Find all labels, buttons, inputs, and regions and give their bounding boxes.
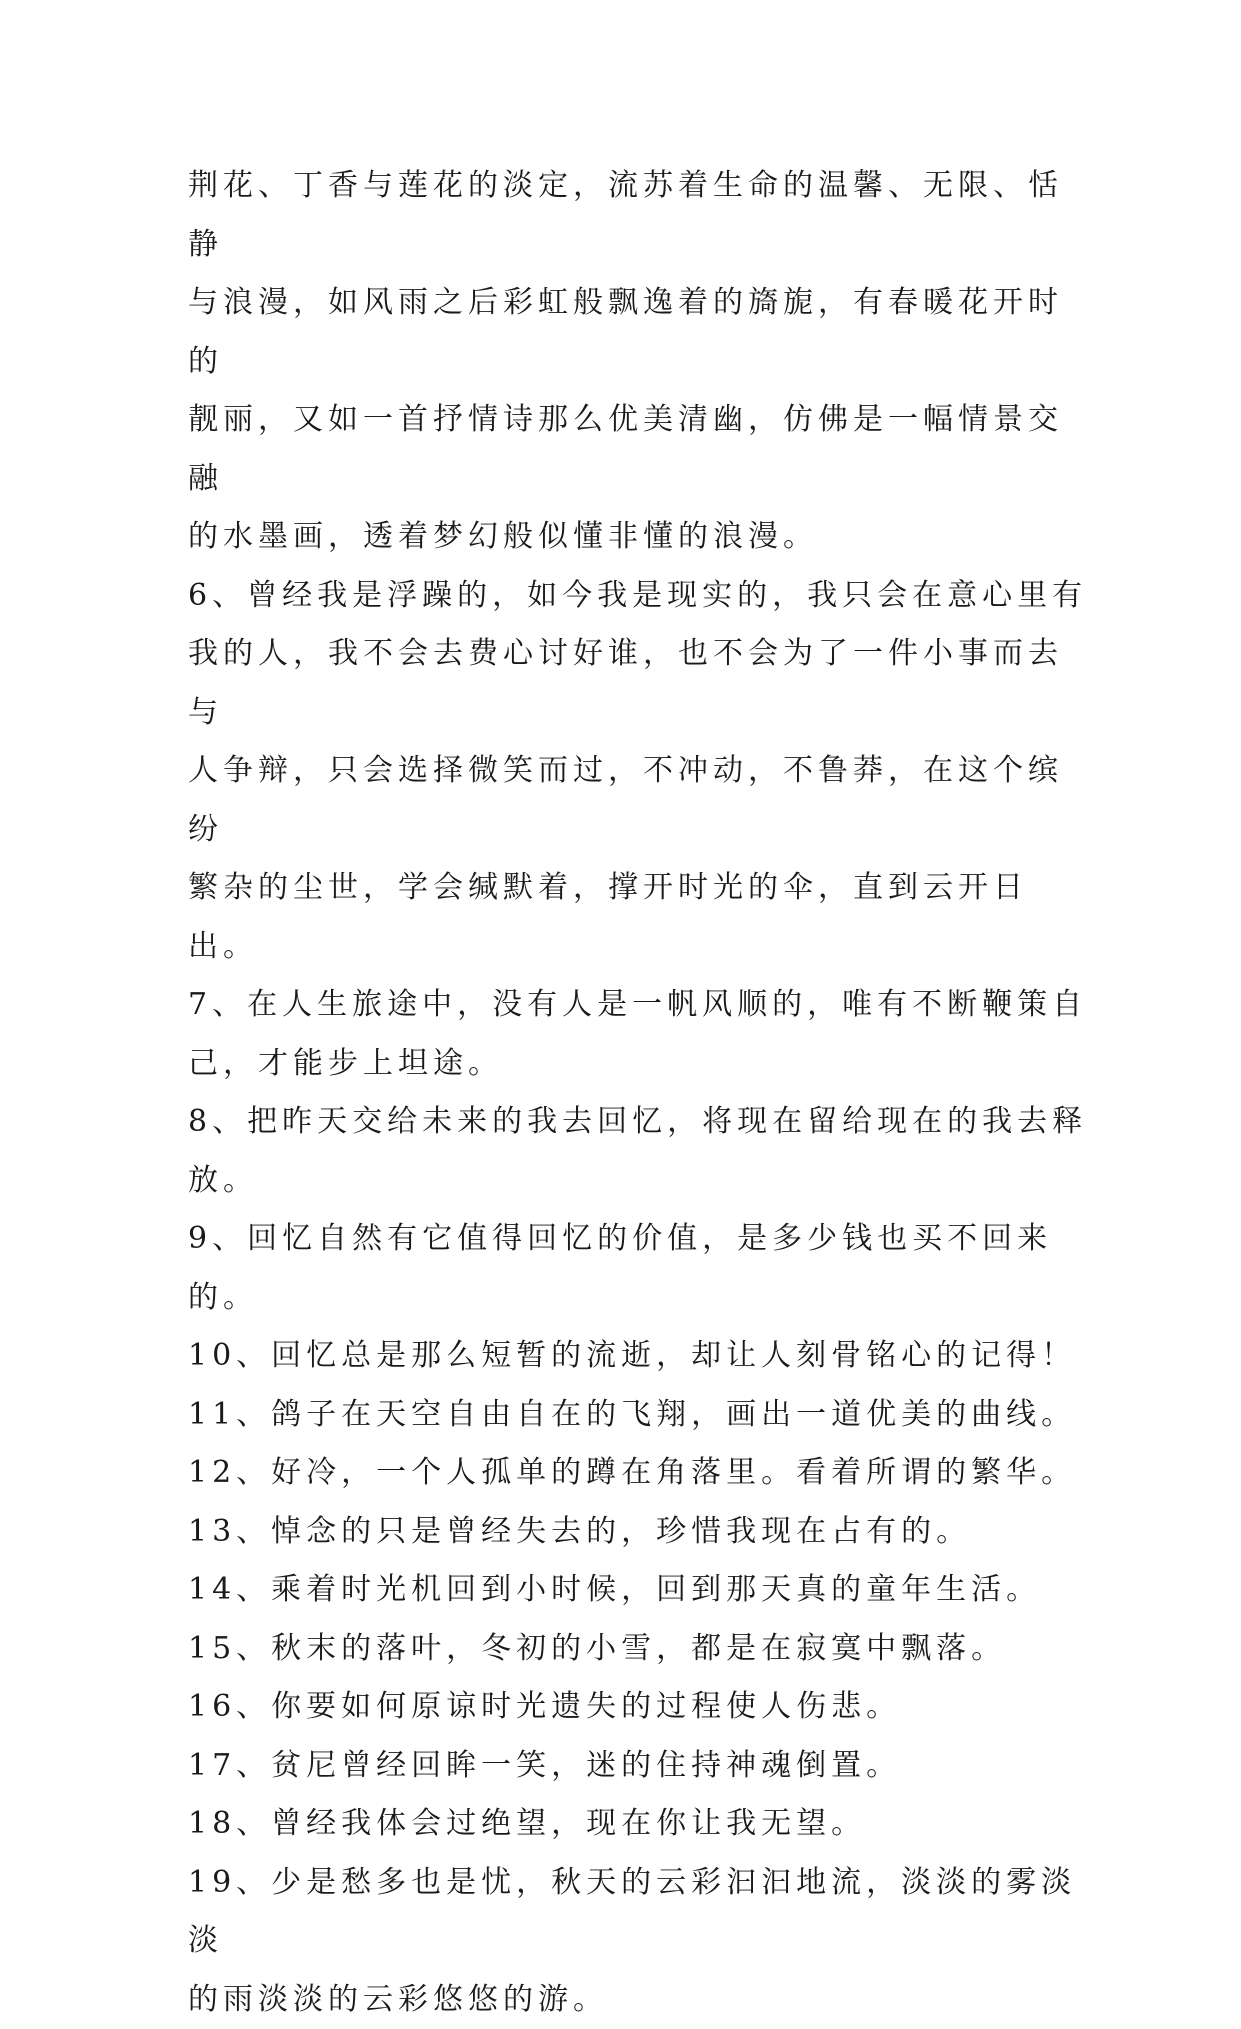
paragraph-9: 9、回忆自然有它值得回忆的价值，是多少钱也买不回来的。 <box>188 1210 1088 1327</box>
paragraph-8: 8、把昨天交给未来的我去回忆，将现在留给现在的我去释 放。 <box>188 1093 1088 1210</box>
paragraph-14: 14、乘着时光机回到小时候，回到那天真的童年生活。 <box>188 1561 1088 1620</box>
paragraph-16: 16、你要如何原谅时光遗失的过程使人伤悲。 <box>188 1678 1088 1737</box>
paragraph-15: 15、秋末的落叶，冬初的小雪，都是在寂寞中飘落。 <box>188 1620 1088 1679</box>
paragraph-7: 7、在人生旅途中，没有人是一帆风顺的，唯有不断鞭策自 己，才能步上坦途。 <box>188 976 1088 1093</box>
paragraph-13: 13、悼念的只是曾经失去的，珍惜我现在占有的。 <box>188 1503 1088 1562</box>
paragraph-19: 19、少是愁多也是忧，秋天的云彩汩汩地流，淡淡的雾淡淡 的雨淡淡的云彩悠悠的游。 <box>188 1854 1088 2029</box>
document-body <box>188 157 1088 2029</box>
paragraph-continuation: 荆花、丁香与莲花的淡定，流苏着生命的温馨、无限、恬静 与浪漫，如风雨之后彩虹般飘逸着的旖旎，有春暖花开时的 靓丽，又如一首抒情诗那么优美清幽，仿佛是一幅情景交融 的水墨画，透着梦幻般似懂非懂的浪漫。 <box>188 157 1088 567</box>
paragraph-17: 17、贫尼曾经回眸一笑，迷的住持神魂倒置。 <box>188 1737 1088 1796</box>
paragraph-6: 6、曾经我是浮躁的，如今我是现实的，我只会在意心里有 我的人，我不会去费心讨好谁，也不会为了一件小事而去与 人争辩，只会选择微笑而过，不冲动，不鲁莽，在这个缤纷 繁杂的尘世，学会缄默着，撑开时光的伞，直到云开日出。 <box>188 567 1088 977</box>
paragraph-18: 18、曾经我体会过绝望，现在你让我无望。 <box>188 1795 1088 1854</box>
paragraph-10: 10、回忆总是那么短暂的流逝，却让人刻骨铭心的记得！ <box>188 1327 1088 1386</box>
paragraph-11: 11、鸽子在天空自由自在的飞翔，画出一道优美的曲线。 <box>188 1386 1088 1445</box>
paragraph-12: 12、好冷，一个人孤单的蹲在角落里。看着所谓的繁华。 <box>188 1444 1088 1503</box>
